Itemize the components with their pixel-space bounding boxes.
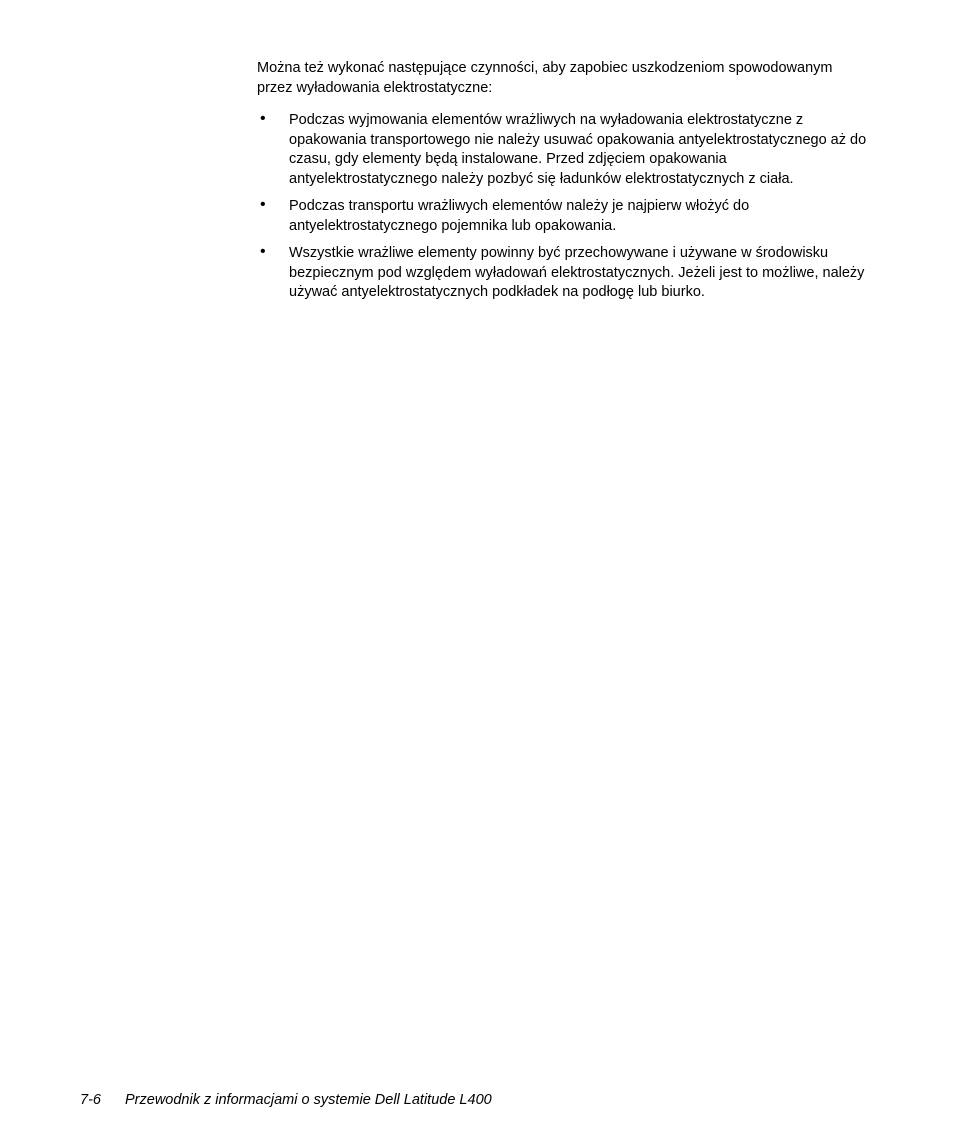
bullet-icon: • [260,196,266,213]
bullet-icon: • [260,110,266,127]
document-body [257,59,867,311]
list-item-text: Podczas wyjmowania elementów wrażliwych na wyładowania elektrostatyczne z opakowania transportowego nie należy usuwać opakowania antyelektrostatycznego aż do czasu, gdy elementy będą instalowane. Przed zdjęciem opakowania antyelektrostatycznego należy pozbyć się ładunków elektrostatycznych z ciała. [289,112,867,187]
page-number: 7-6 [80,1092,101,1108]
bullet-icon: • [260,243,266,260]
list-item-text: Wszystkie wrażliwe elementy powinny być przechowywane i używane w środowisku bezpiecznym pod względem wyładowań elektrostatycznych. Jeżeli jest to możliwe, należy używać antyelektrostatycznych podkładek na podłogę lub biurko. [289,245,865,300]
bullet-list [257,111,867,303]
list-item [257,197,867,236]
footer-title: Przewodnik z informacjami o systemie Dell Latitude L400 [125,1092,492,1108]
page-footer [80,1091,492,1109]
list-item [257,244,867,303]
list-item-text: Podczas transportu wrażliwych elementów należy je najpierw włożyć do antyelektrostatycznego pojemnika lub opakowania. [289,198,750,234]
list-item [257,111,867,189]
intro-paragraph: Można też wykonać następujące czynności, aby zapobiec uszkodzeniom spowodowanym przez wyładowania elektrostatyczne: [257,60,833,96]
